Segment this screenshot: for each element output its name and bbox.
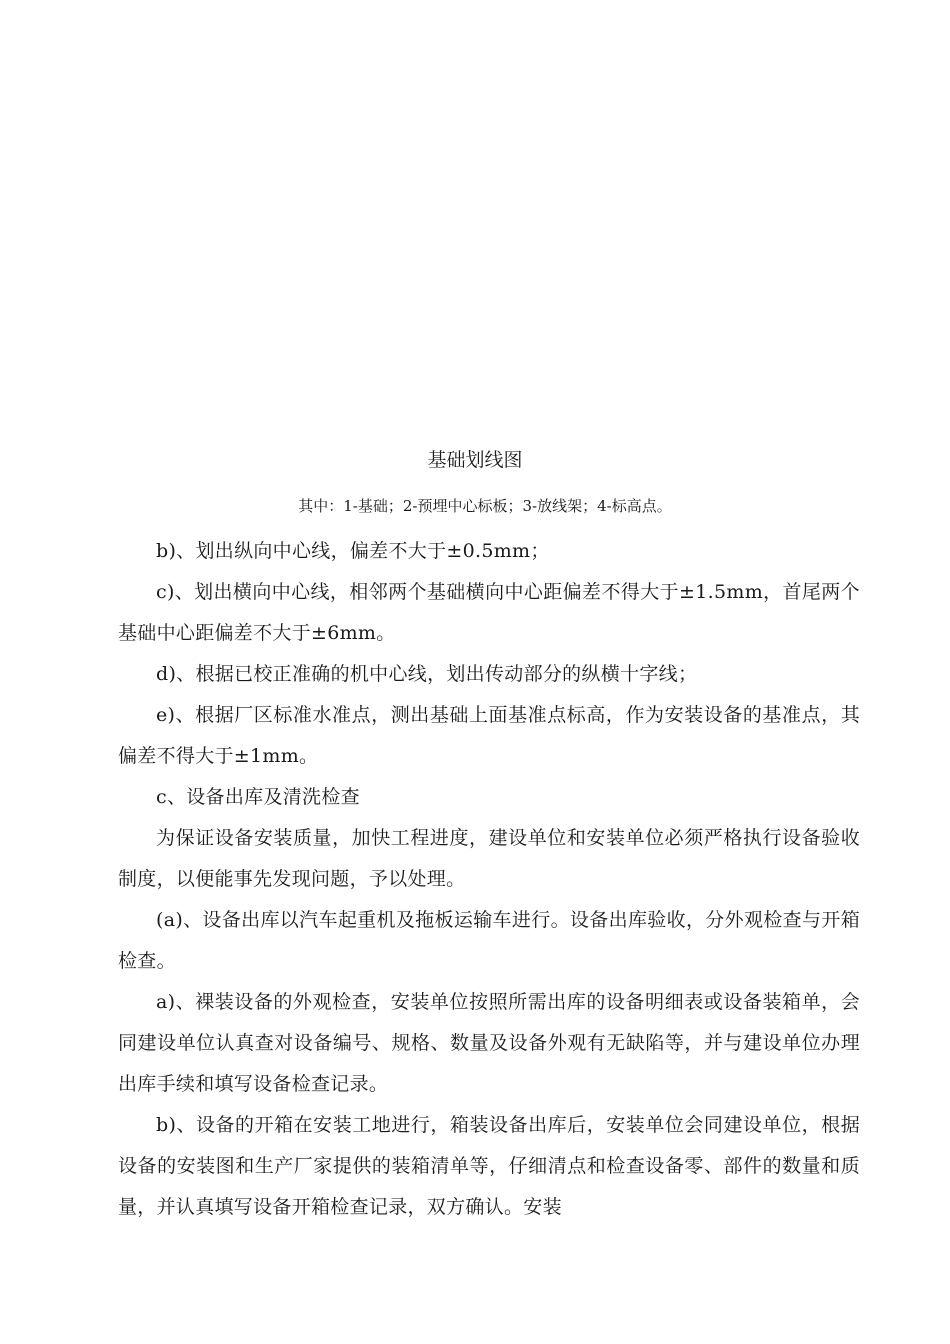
figure-image-area bbox=[118, 60, 860, 420]
paragraph-a-delivery-method: (a)、设备出库以汽车起重机及拖板运输车进行。设备出库验收，分外观检查与开箱检查。 bbox=[118, 909, 860, 972]
paragraph-b-unpacking-inspection: b)、设备的开箱在安装工地进行，箱装设备出库后，安装单位会同建设单位，根据设备的安装图和生产厂家提供的装箱清单等，仔细清点和检查设备零、部件的数量和质量，并认真填写设备开箱检查记录，双方确认。安装 bbox=[118, 1114, 860, 1218]
paragraph-d-cross-lines: d)、根据已校正准确的机中心线，划出传动部分的纵横十字线； bbox=[156, 663, 698, 685]
section-heading-equipment-delivery: c、设备出库及清洗检查 bbox=[156, 786, 360, 808]
figure-caption: 其中：1-基础；2-预埋中心标板；3-放线架；4-标高点。 bbox=[298, 497, 672, 515]
paragraph-e-benchmark-elevation: e)、根据厂区标准水准点，测出基础上面基准点标高，作为安装设备的基准点，其偏差不得大于±1mm。 bbox=[118, 704, 860, 767]
paragraph-a-visual-inspection: a)、裸装设备的外观检查，安装单位按照所需出库的设备明细表或设备装箱单，会同建设单位认真查对设备编号、规格、数量及设备外观有无缺陷等，并与建设单位办理出库手续和填写设备检查记录。 bbox=[118, 991, 860, 1095]
figure-title: 基础划线图 bbox=[427, 449, 523, 471]
paragraph-c-transverse-centerline: c)、划出横向中心线，相邻两个基础横向中心距偏差不得大于±1.5mm，首尾两个基础中心距偏差不大于±6mm。 bbox=[118, 581, 860, 644]
paragraph-acceptance-purpose: 为保证设备安装质量，加快工程进度，建设单位和安装单位必须严格执行设备验收制度，以便能事先发现问题，予以处理。 bbox=[118, 827, 860, 890]
body-text bbox=[118, 531, 860, 1228]
paragraph-b-longitudinal-centerline: b)、划出纵向中心线，偏差不大于±0.5mm； bbox=[156, 540, 550, 562]
